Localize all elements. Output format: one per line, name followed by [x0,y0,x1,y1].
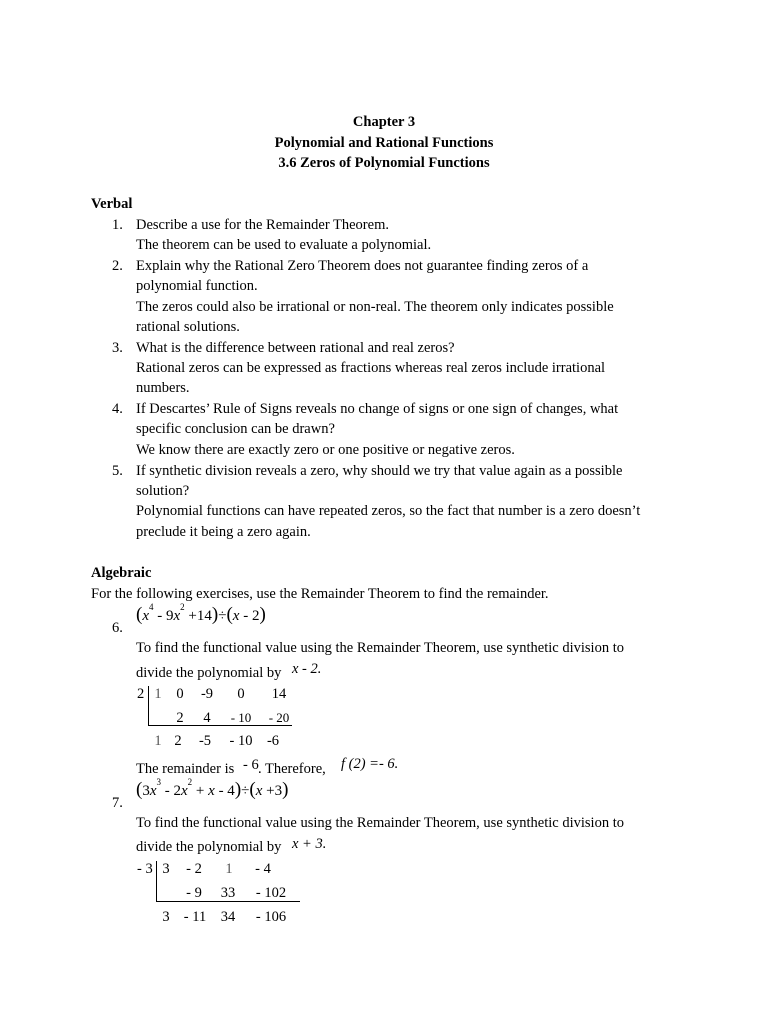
synthetic-cell: - 4 [255,861,271,877]
item-number: 3. [112,340,123,356]
question-line: Describe a use for the Remainder Theorem. [136,217,389,233]
answer-line: numbers. [136,380,190,396]
synthetic-cell: - 106 [255,909,287,925]
synthetic-cell: 0 [237,686,245,702]
synthetic-cell: 3 [162,861,170,877]
answer-line: The zeros could also be irrational or non-real. The theorem only indicates possible [136,299,614,315]
synthetic-root: - 3 [137,861,153,877]
synthetic-cell: 34 [220,909,236,925]
synthetic-cell: 3 [162,909,170,925]
synthetic-cell: 14 [271,686,287,702]
item-number: 4. [112,401,123,417]
synthetic-cell: 1 [225,861,233,877]
synthetic-cell: -5 [198,733,212,749]
answer-line: The theorem can be used to evaluate a polynomial. [136,237,432,253]
question-line: specific conclusion can be drawn? [136,421,335,437]
problem-number: 7. [112,795,123,811]
synthetic-cell: - 11 [183,909,207,925]
synthetic-cell: - 2 [186,861,202,877]
synthetic-cell: 0 [176,686,184,702]
synthetic-cell: 1 [154,733,162,749]
divisor-expression: x + 3. [292,836,327,852]
answer-line: We know there are exactly zero or one positive or negative zeros. [136,442,515,458]
synthetic-cell: - 10 [229,733,253,749]
explanation-line: divide the polynomial by [136,665,282,681]
chapter-title: Chapter 3 [352,114,416,130]
verbal-heading: Verbal [91,196,133,212]
synthetic-cell: - 9 [186,885,202,901]
question-line: What is the difference between rational and real zeros? [136,340,455,356]
problem-expression: $(x^4 - 9x^2 +14)\div(x - 2)$ [136,602,266,625]
synthetic-cell: - 10 [230,710,252,725]
synthetic-cell: 2 [176,710,184,726]
section-title: 3.6 Zeros of Polynomial Functions [278,155,490,171]
answer-line: Polynomial functions can have repeated zeros, so the fact that number is a zero doesn’t [136,503,641,519]
problem-number: 6. [112,620,123,636]
item-number: 5. [112,463,123,479]
synthetic-cell: -9 [200,686,214,702]
divisor-expression: x - 2. [292,661,322,677]
remainder-text: . Therefore, [258,761,326,777]
explanation-line: To find the functional value using the Remainder Theorem, use synthetic division to [136,640,624,656]
answer-line: rational solutions. [136,319,240,335]
answer-line: Rational zeros can be expressed as fractions whereas real zeros include irrational [136,360,606,376]
synthetic-cell: 33 [220,885,236,901]
synthetic-cell: 2 [174,733,182,749]
synthetic-cell: - 102 [255,885,287,901]
item-number: 1. [112,217,123,233]
question-line: If synthetic division reveals a zero, why should we try that value again as a possible [136,463,623,479]
remainder-value: - 6 [243,757,259,773]
synthetic-cell: - 20 [268,710,290,725]
algebraic-intro: For the following exercises, use the Remainder Theorem to find the remainder. [91,586,549,602]
chapter-subtitle: Polynomial and Rational Functions [274,135,494,151]
problem-expression: $(3x^3 - 2x^2 + x - 4)\div(x +3)$ [136,777,289,800]
question-line: polynomial function. [136,278,258,294]
question-line: solution? [136,483,190,499]
answer-line: preclude it being a zero again. [136,524,311,540]
function-value: f (2) =- 6. [341,756,399,772]
algebraic-heading: Algebraic [91,565,152,581]
synthetic-cell: -6 [266,733,280,749]
question-line: Explain why the Rational Zero Theorem does not guarantee finding zeros of a [136,258,589,274]
synthetic-cell: 1 [154,686,162,702]
explanation-line: divide the polynomial by [136,839,282,855]
synthetic-root: 2 [137,686,145,702]
question-line: If Descartes’ Rule of Signs reveals no change of signs or one sign of changes, what [136,401,619,417]
remainder-text: The remainder is [136,761,235,777]
synthetic-cell: 4 [203,710,211,726]
item-number: 2. [112,258,123,274]
explanation-line: To find the functional value using the Remainder Theorem, use synthetic division to [136,815,624,831]
